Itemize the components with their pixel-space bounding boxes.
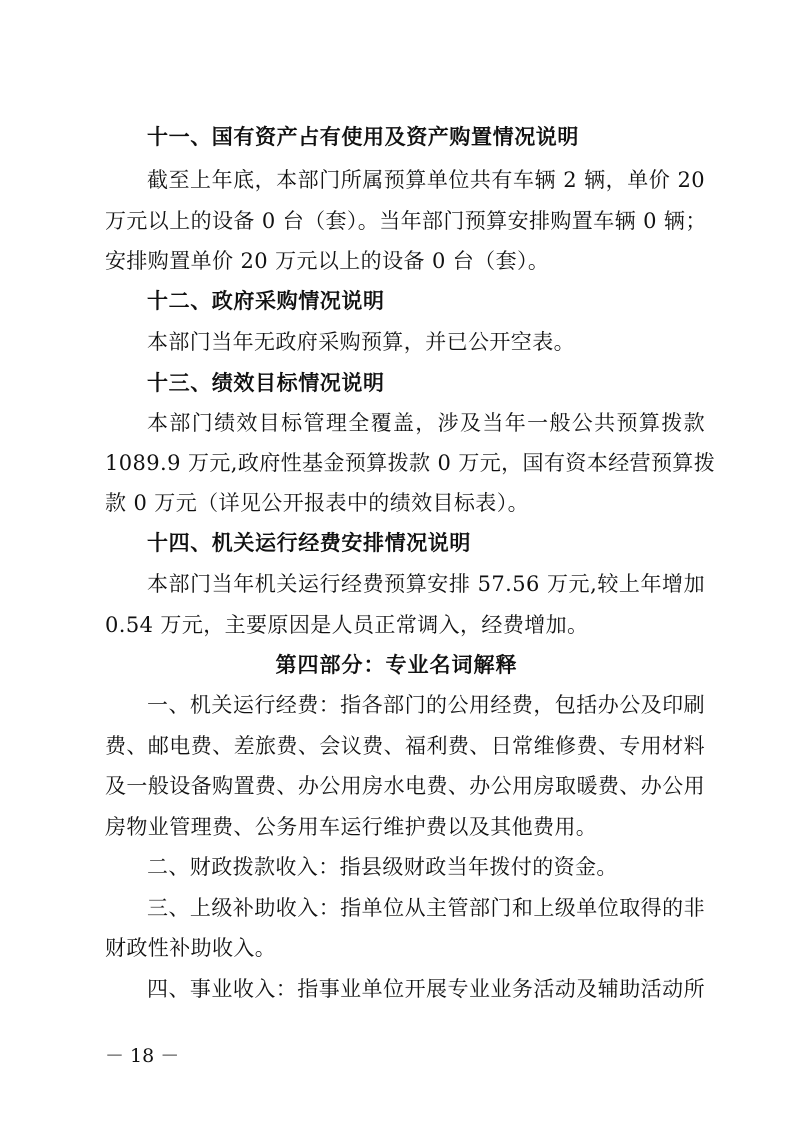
glossary-line: 房物业管理费、公务用车运行维护费以及其他费用。	[105, 815, 598, 839]
paragraph-line: 本部门绩效目标管理全覆盖，涉及当年一般公共预算拨款	[147, 411, 705, 435]
part-title: 第四部分：专业名词解释	[275, 652, 518, 677]
glossary-line: 三、上级补助收入：指单位从主管部门和上级单位取得的非	[147, 896, 705, 920]
page-number: － 18 －	[105, 1045, 180, 1067]
glossary-line: 四、事业收入：指事业单位开展专业业务活动及辅助活动所	[147, 977, 705, 1001]
paragraph-line: 本部门当年无政府采购预算，并已公开空表。	[147, 330, 575, 354]
paragraph-line: 本部门当年机关运行经费预算安排 57.56 万元,较上年增加	[147, 572, 705, 596]
paragraph-line: 安排购置单价 20 万元以上的设备 0 台（套）。	[105, 249, 550, 273]
paragraph-line: 0.54 万元，主要原因是人员正常调入，经费增加。	[105, 613, 589, 637]
glossary-line: 二、财政拨款收入：指县级财政当年拨付的资金。	[147, 855, 618, 879]
section-heading-14: 十四、机关运行经费安排情况说明	[147, 531, 471, 555]
paragraph-line: 1089.9 万元,政府性基金预算拨款 0 万元，国有资本经营预算拨	[105, 451, 716, 475]
glossary-line: 及一般设备购置费、办公用房水电费、办公用房取暖费、办公用	[105, 774, 705, 798]
paragraph-line: 款 0 万元（详见公开报表中的绩效目标表）。	[105, 491, 530, 515]
section-heading-12: 十二、政府采购情况说明	[147, 289, 385, 313]
section-heading-11: 十一、国有资产占有使用及资产购置情况说明	[147, 125, 579, 149]
section-heading-13: 十三、绩效目标情况说明	[147, 371, 385, 395]
glossary-line: 财政性补助收入。	[105, 936, 277, 960]
paragraph-line: 截至上年底，本部门所属预算单位共有车辆 2 辆，单价 20	[147, 168, 705, 192]
glossary-line: 费、邮电费、差旅费、会议费、福利费、日常维修费、专用材料	[105, 734, 705, 758]
glossary-line: 一、机关运行经费：指各部门的公用经费，包括办公及印刷	[147, 693, 705, 717]
paragraph-line: 万元以上的设备 0 台（套）。当年部门预算安排购置车辆 0 辆；	[105, 209, 707, 233]
